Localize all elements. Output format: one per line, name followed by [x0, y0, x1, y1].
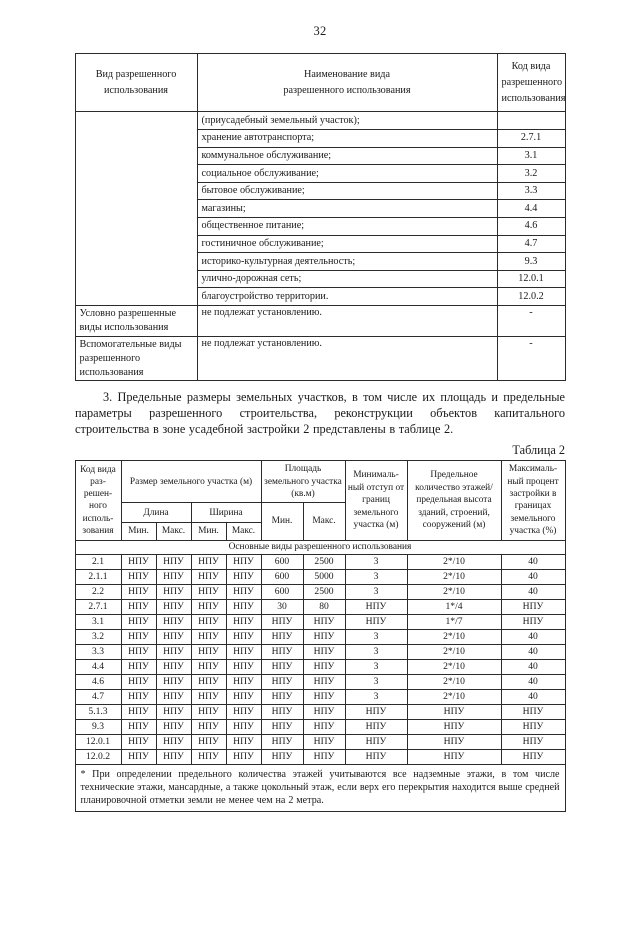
- cell-code: 2.2: [75, 584, 121, 599]
- page-number: 32: [313, 24, 327, 38]
- cell-length-min: НПУ: [121, 629, 156, 644]
- cell-area-min: НПУ: [261, 614, 303, 629]
- cell-width-max: НПУ: [226, 614, 261, 629]
- table-row: [75, 644, 565, 659]
- cell-percent: 40: [501, 629, 565, 644]
- cell-use-code: 4.6: [497, 218, 565, 236]
- cell-setback: 3: [345, 644, 407, 659]
- header-width-max: Макс.: [226, 523, 261, 540]
- cell-area-max: НПУ: [303, 644, 345, 659]
- cell-length-max: НПУ: [156, 704, 191, 719]
- cell-length-min: НПУ: [121, 734, 156, 749]
- cell-use-code: 4.7: [497, 235, 565, 253]
- cell-area-min: НПУ: [261, 689, 303, 704]
- cell-floors: 2*/10: [407, 689, 501, 704]
- cell-length-min: НПУ: [121, 704, 156, 719]
- cell-use-name: магазины;: [197, 200, 497, 218]
- cell-area-max: НПУ: [303, 659, 345, 674]
- cell-floors: 2*/10: [407, 629, 501, 644]
- cell-area-max: 5000: [303, 569, 345, 584]
- cell-width-min: НПУ: [191, 734, 226, 749]
- cell-length-min: НПУ: [121, 644, 156, 659]
- table-row: [75, 704, 565, 719]
- cell-note-conditional: не подлежат установлению.: [197, 305, 497, 336]
- table-row: [75, 614, 565, 629]
- cell-floors: 2*/10: [407, 659, 501, 674]
- cell-width-max: НПУ: [226, 644, 261, 659]
- cell-area-min: НПУ: [261, 734, 303, 749]
- cell-code: 2.1.1: [75, 569, 121, 584]
- header-size-group: Размер земельного участка (м): [121, 461, 261, 503]
- cell-area-max: НПУ: [303, 704, 345, 719]
- cell-width-max: НПУ: [226, 719, 261, 734]
- cell-length-min: НПУ: [121, 599, 156, 614]
- cell-setback: НПУ: [345, 614, 407, 629]
- cell-setback: 3: [345, 659, 407, 674]
- cell-width-max: НПУ: [226, 734, 261, 749]
- cell-length-min: НПУ: [121, 719, 156, 734]
- cell-floors: 2*/10: [407, 554, 501, 569]
- table-row: [75, 554, 565, 569]
- footnote-text: * При определении предельного количества этажей учитываются все надземные этажи, в том числе технические этажи, мансардные, а также цокольный этаж, если верх его перекрытия находится выше средней планировочной отметки земли не менее чем на 2 метра.: [75, 764, 565, 811]
- cell-setback: НПУ: [345, 719, 407, 734]
- header-area-min: Мин.: [261, 503, 303, 540]
- cell-code: 3.2: [75, 629, 121, 644]
- cell-kind-main: [75, 112, 197, 306]
- header-code: Код вида разрешенного использования: [497, 54, 565, 112]
- cell-area-max: НПУ: [303, 749, 345, 764]
- section-title: Основные виды разрешенного использования: [75, 540, 565, 554]
- table-row: [75, 734, 565, 749]
- cell-width-max: НПУ: [226, 659, 261, 674]
- cell-setback: 3: [345, 554, 407, 569]
- table2-footnote-row: [75, 764, 565, 811]
- cell-width-max: НПУ: [226, 599, 261, 614]
- cell-area-min: НПУ: [261, 704, 303, 719]
- cell-code-auxiliary: -: [497, 336, 565, 380]
- cell-width-max: НПУ: [226, 689, 261, 704]
- cell-area-min: НПУ: [261, 749, 303, 764]
- cell-code: 4.6: [75, 674, 121, 689]
- cell-code: 2.7.1: [75, 599, 121, 614]
- cell-code: 5.1.3: [75, 704, 121, 719]
- cell-use-code: 12.0.1: [497, 270, 565, 288]
- cell-area-min: 30: [261, 599, 303, 614]
- table-row: [75, 749, 565, 764]
- cell-percent: НПУ: [501, 734, 565, 749]
- cell-width-min: НПУ: [191, 674, 226, 689]
- body-paragraph: 3. Предельные размеры земельных участков, в том числе их площадь и предельные параметры разрешенного строительства, реконструкции объектов капитального строительства в зоне усадебной застройки 2 представлены в таблице 2.: [75, 390, 565, 437]
- table-row: [75, 569, 565, 584]
- cell-width-min: НПУ: [191, 629, 226, 644]
- cell-width-max: НПУ: [226, 704, 261, 719]
- cell-use-code: 2.7.1: [497, 130, 565, 148]
- table-caption: Таблица 2: [512, 443, 565, 458]
- cell-area-max: НПУ: [303, 734, 345, 749]
- table-row: [75, 689, 565, 704]
- header-name-line1: Наименование вида: [304, 68, 390, 80]
- table-row-auxiliary: [75, 336, 565, 380]
- cell-code: 12.0.1: [75, 734, 121, 749]
- cell-kind-auxiliary: Вспомогательные виды разрешенного использования: [75, 336, 197, 380]
- cell-code: 4.4: [75, 659, 121, 674]
- cell-use-code: 3.2: [497, 165, 565, 183]
- cell-percent: 40: [501, 569, 565, 584]
- cell-area-min: НПУ: [261, 719, 303, 734]
- cell-setback: НПУ: [345, 749, 407, 764]
- header-percent: Максималь-ный процент застройки в границах земельного участка (%): [501, 461, 565, 540]
- cell-setback: НПУ: [345, 734, 407, 749]
- cell-code: 4.7: [75, 689, 121, 704]
- cell-area-max: НПУ: [303, 614, 345, 629]
- cell-floors: 1*/7: [407, 614, 501, 629]
- cell-use-name: социальное обслуживание;: [197, 165, 497, 183]
- cell-percent: 40: [501, 659, 565, 674]
- cell-code: 12.0.2: [75, 749, 121, 764]
- cell-width-min: НПУ: [191, 689, 226, 704]
- cell-use-name: бытовое обслуживание;: [197, 182, 497, 200]
- header-name-line2: разрешенного использования: [283, 84, 411, 96]
- header-length-max: Макс.: [156, 523, 191, 540]
- cell-percent: 40: [501, 584, 565, 599]
- cell-use-code: 12.0.2: [497, 288, 565, 306]
- cell-length-min: НПУ: [121, 659, 156, 674]
- cell-setback: НПУ: [345, 704, 407, 719]
- cell-width-max: НПУ: [226, 674, 261, 689]
- cell-code: 3.3: [75, 644, 121, 659]
- cell-length-max: НПУ: [156, 569, 191, 584]
- table2-section-row: [75, 540, 565, 554]
- land-parameters-table: [75, 460, 566, 812]
- cell-floors: 1*/4: [407, 599, 501, 614]
- cell-width-min: НПУ: [191, 644, 226, 659]
- cell-use-code: [497, 112, 565, 130]
- cell-percent: НПУ: [501, 719, 565, 734]
- cell-floors: НПУ: [407, 719, 501, 734]
- cell-use-code: 9.3: [497, 253, 565, 271]
- cell-width-max: НПУ: [226, 749, 261, 764]
- cell-percent: НПУ: [501, 749, 565, 764]
- cell-area-max: 80: [303, 599, 345, 614]
- header-code-col: Код вида раз-решен-ного исполь-зования: [75, 461, 121, 540]
- cell-percent: 40: [501, 689, 565, 704]
- cell-width-min: НПУ: [191, 584, 226, 599]
- cell-length-max: НПУ: [156, 674, 191, 689]
- table-row: [75, 112, 565, 130]
- cell-area-max: 2500: [303, 584, 345, 599]
- table-row: [75, 629, 565, 644]
- cell-length-max: НПУ: [156, 734, 191, 749]
- cell-length-min: НПУ: [121, 689, 156, 704]
- cell-setback: 3: [345, 674, 407, 689]
- table-header-row: [75, 54, 565, 112]
- cell-percent: 40: [501, 674, 565, 689]
- cell-floors: 2*/10: [407, 644, 501, 659]
- header-setback: Минималь-ный отступ от границ земельного участка (м): [345, 461, 407, 540]
- cell-use-name: историко-культурная деятельность;: [197, 253, 497, 271]
- cell-area-max: НПУ: [303, 719, 345, 734]
- cell-use-name: благоустройство территории.: [197, 288, 497, 306]
- cell-floors: НПУ: [407, 749, 501, 764]
- cell-length-max: НПУ: [156, 599, 191, 614]
- cell-floors: 2*/10: [407, 674, 501, 689]
- cell-width-min: НПУ: [191, 554, 226, 569]
- cell-width-max: НПУ: [226, 554, 261, 569]
- cell-use-name: улично-дорожная сеть;: [197, 270, 497, 288]
- cell-floors: НПУ: [407, 734, 501, 749]
- cell-area-max: НПУ: [303, 689, 345, 704]
- cell-floors: НПУ: [407, 704, 501, 719]
- cell-area-max: 2500: [303, 554, 345, 569]
- cell-floors: 2*/10: [407, 569, 501, 584]
- cell-width-max: НПУ: [226, 629, 261, 644]
- cell-width-min: НПУ: [191, 599, 226, 614]
- cell-setback: 3: [345, 629, 407, 644]
- cell-length-min: НПУ: [121, 674, 156, 689]
- cell-setback: 3: [345, 569, 407, 584]
- cell-width-max: НПУ: [226, 569, 261, 584]
- table2-header-row-1: [75, 461, 565, 503]
- cell-percent: 40: [501, 554, 565, 569]
- cell-area-min: 600: [261, 569, 303, 584]
- cell-area-min: НПУ: [261, 674, 303, 689]
- header-width: Ширина: [191, 503, 261, 523]
- cell-length-max: НПУ: [156, 719, 191, 734]
- cell-area-min: 600: [261, 554, 303, 569]
- header-length-min: Мин.: [121, 523, 156, 540]
- header-width-min: Мин.: [191, 523, 226, 540]
- header-area-group: Площадь земельного участка (кв.м): [261, 461, 345, 503]
- cell-length-min: НПУ: [121, 584, 156, 599]
- cell-length-min: НПУ: [121, 614, 156, 629]
- cell-code: 9.3: [75, 719, 121, 734]
- cell-area-min: НПУ: [261, 629, 303, 644]
- document-page: [0, 24, 640, 930]
- cell-length-min: НПУ: [121, 554, 156, 569]
- cell-length-max: НПУ: [156, 629, 191, 644]
- cell-percent: 40: [501, 644, 565, 659]
- cell-length-min: НПУ: [121, 569, 156, 584]
- cell-area-max: НПУ: [303, 674, 345, 689]
- cell-code: 3.1: [75, 614, 121, 629]
- header-floors: Предельное количество этажей/ предельная высота зданий, строений, сооружений (м): [407, 461, 501, 540]
- table-row: [75, 659, 565, 674]
- cell-kind-conditional: Условно разрешенные виды использования: [75, 305, 197, 336]
- cell-length-max: НПУ: [156, 659, 191, 674]
- table-row: [75, 719, 565, 734]
- table-row: [75, 584, 565, 599]
- cell-length-max: НПУ: [156, 554, 191, 569]
- cell-use-name: (приусадебный земельный участок);: [197, 112, 497, 130]
- cell-width-min: НПУ: [191, 719, 226, 734]
- cell-use-name: общественное питание;: [197, 218, 497, 236]
- cell-length-max: НПУ: [156, 584, 191, 599]
- cell-use-code: 3.3: [497, 182, 565, 200]
- cell-length-max: НПУ: [156, 644, 191, 659]
- header-area-max: Макс.: [303, 503, 345, 540]
- cell-width-min: НПУ: [191, 749, 226, 764]
- cell-use-name: коммунальное обслуживание;: [197, 147, 497, 165]
- cell-length-max: НПУ: [156, 614, 191, 629]
- header-length: Длина: [121, 503, 191, 523]
- cell-length-max: НПУ: [156, 689, 191, 704]
- cell-setback: 3: [345, 584, 407, 599]
- cell-setback: 3: [345, 689, 407, 704]
- table-row: [75, 674, 565, 689]
- cell-area-min: НПУ: [261, 659, 303, 674]
- cell-length-max: НПУ: [156, 749, 191, 764]
- cell-use-code: 4.4: [497, 200, 565, 218]
- cell-note-auxiliary: не подлежат установлению.: [197, 336, 497, 380]
- cell-use-name: хранение автотранспорта;: [197, 130, 497, 148]
- cell-use-name: гостиничное обслуживание;: [197, 235, 497, 253]
- cell-length-min: НПУ: [121, 749, 156, 764]
- cell-area-min: 600: [261, 584, 303, 599]
- header-kind: Вид разрешенного использования: [75, 54, 197, 112]
- cell-area-min: НПУ: [261, 644, 303, 659]
- cell-setback: НПУ: [345, 599, 407, 614]
- cell-width-min: НПУ: [191, 569, 226, 584]
- cell-use-code: 3.1: [497, 147, 565, 165]
- cell-width-min: НПУ: [191, 704, 226, 719]
- cell-width-min: НПУ: [191, 614, 226, 629]
- cell-width-min: НПУ: [191, 659, 226, 674]
- cell-width-max: НПУ: [226, 584, 261, 599]
- cell-percent: НПУ: [501, 599, 565, 614]
- permitted-use-table: [75, 53, 566, 381]
- header-name: [197, 54, 497, 112]
- cell-code-conditional: -: [497, 305, 565, 336]
- cell-code: 2.1: [75, 554, 121, 569]
- table-row: [75, 599, 565, 614]
- cell-percent: НПУ: [501, 614, 565, 629]
- cell-floors: 2*/10: [407, 584, 501, 599]
- cell-area-max: НПУ: [303, 629, 345, 644]
- cell-percent: НПУ: [501, 704, 565, 719]
- table-row-conditional: [75, 305, 565, 336]
